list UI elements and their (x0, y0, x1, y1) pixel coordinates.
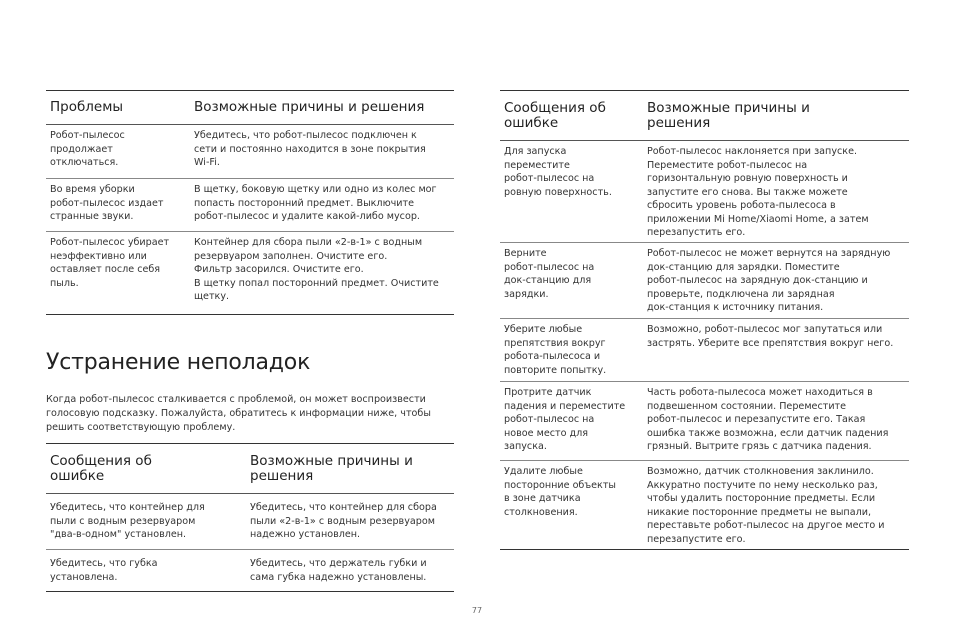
header-error-messages: Сообщения об ошибке (504, 100, 606, 131)
problem-cell: Робот-пылесос продолжает отключаться. (50, 130, 125, 168)
solution-cell: Робот-пылесос не может вернутся на зарядную док-станцию для зарядки. Поместите робот-пылесос на зарядную док-станцию и проверьте, подключена ли зарядная док-станция к источнику питания. (647, 248, 891, 313)
table-row (46, 232, 454, 315)
solution-cell: Контейнер для сбора пыли «2-в-1» с водным резервуаром заполнен. Очистите его. Фильтр засорился. Очистите его. В щетку попал посторонний предмет. Очистите щетку. (194, 237, 439, 302)
header-problems: Проблемы (50, 99, 124, 115)
solution-cell: Робот-пылесос наклоняется при запуске. Переместите робот-пылесос на горизонтальную ровную поверхность и запустите его снова. Вы также можете сбросить уровень робота-пылесоса в приложении Mi Home/Xiaomi Home, а затем перезапустить его. (647, 146, 869, 238)
solution-cell: Часть робота-пылесоса может находиться в подвешенном состоянии. Переместите робот-пылесос и перезапустите его. Такая ошибка также возможна, если датчик падения грязный. Вытрите грязь с датчика падения. (647, 387, 889, 452)
problems-table (46, 90, 454, 315)
header-error-messages: Сообщения об ошибке (50, 453, 152, 484)
solution-cell: Возможно, робот-пылесос мог запутаться или застрять. Уберите все препятствия вокруг него. (647, 324, 894, 349)
error-cell: Убедитесь, что контейнер для пыли с водным резервуаром "два-в-одном" установлен. (50, 502, 205, 540)
error-messages-table-right (500, 90, 909, 550)
table-row (46, 179, 454, 232)
error-cell: Верните робот-пылесос на док-станцию для зарядки. (504, 248, 595, 300)
table-row (46, 494, 454, 550)
error-cell: Уберите любые препятствия вокруг робота-пылесоса и повторите попытку. (504, 324, 607, 376)
table-row (500, 461, 909, 550)
table-row (46, 550, 454, 592)
error-cell: Для запуска переместите робот-пылесос на ровную поверхность. (504, 146, 612, 198)
table-row (46, 125, 454, 179)
solution-cell: Убедитесь, что держатель губки и сама губка надежно установлены. (250, 558, 427, 583)
header-causes: Возможные причины и решения (194, 99, 425, 115)
table-row (500, 141, 909, 243)
table-header (46, 444, 454, 494)
table-row (500, 382, 909, 461)
table-row (500, 319, 909, 382)
table-row (500, 243, 909, 319)
problem-cell: Робот-пылесос убирает неэффективно или оставляет после себя пыль. (50, 237, 170, 289)
solution-cell: В щетку, боковую щетку или одно из колес мог попасть посторонний предмет. Выключите робот-пылесос и удалите какой-либо мусор. (194, 184, 437, 222)
section-title: Устранение неполадок (46, 350, 311, 375)
page-number: 77 (471, 606, 483, 615)
error-messages-table-left (46, 443, 454, 592)
header-causes: Возможные причины и решения (250, 453, 413, 484)
solution-cell: Убедитесь, что робот-пылесос подключен к сети и постоянно находится в зоне покрытия Wi-Fi. (194, 130, 426, 168)
intro-paragraph: Когда робот-пылесос сталкивается с проблемой, он может воспроизвести голосовую подсказку. Пожалуйста, обратитесь к информации ниже, чтобы решить соответствующую проблему. (46, 394, 431, 433)
header-causes: Возможные причины и решения (647, 100, 810, 131)
table-header (46, 91, 454, 125)
problem-cell: Во время уборки робот-пылесос издает странные звуки. (50, 184, 164, 222)
solution-cell: Возможно, датчик столкновения заклинило. Аккуратно постучите по нему несколько раз, чтобы удалить посторонние предметы. Если никакие посторонние предметы не выпали, переставьте робот-пылесос на другое место и перезапустите его. (647, 466, 885, 545)
error-cell: Протрите датчик падения и переместите робот-пылесос на новое место для запуска. (504, 387, 626, 452)
error-cell: Удалите любые посторонние объекты в зоне датчика столкновения. (504, 466, 616, 518)
table-header (500, 91, 909, 141)
solution-cell: Убедитесь, что контейнер для сбора пыли «2-в-1» с водным резервуаром надежно установлен. (250, 502, 437, 540)
error-cell: Убедитесь, что губка установлена. (50, 558, 158, 583)
